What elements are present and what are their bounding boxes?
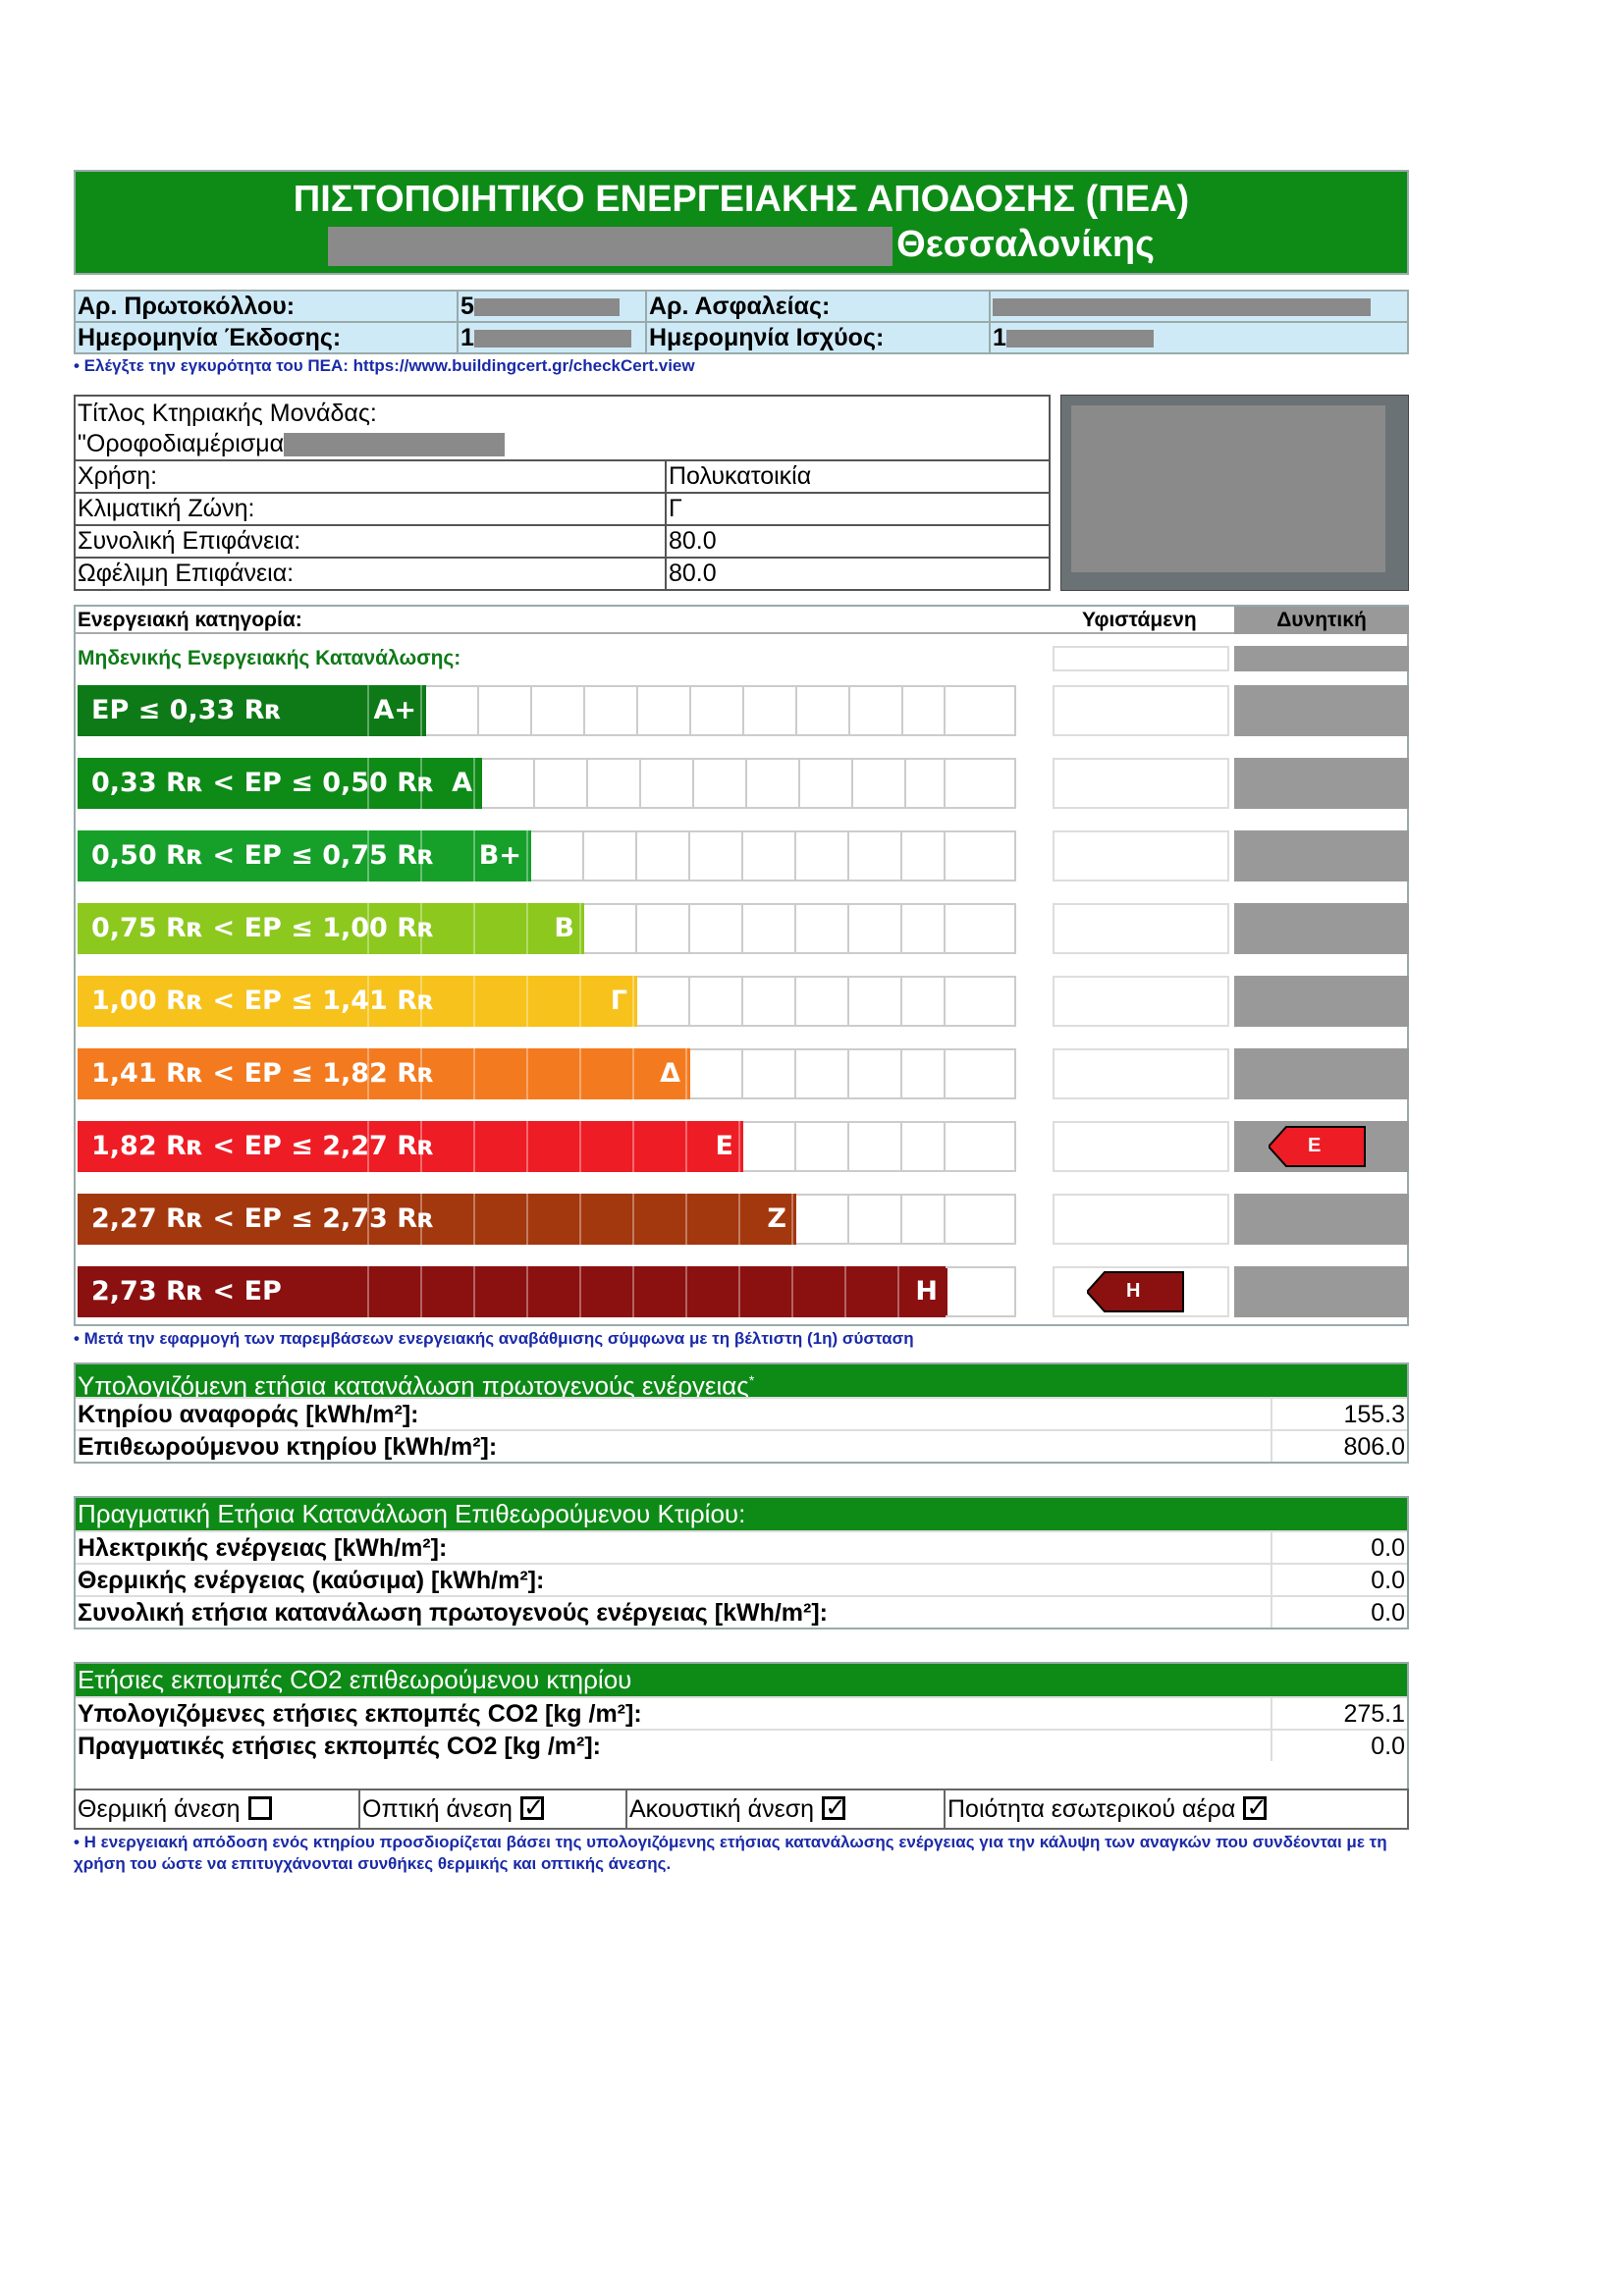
band-empty-cell (796, 1048, 849, 1099)
protocol-label: Αρ. Πρωτοκόλλου: (75, 291, 458, 322)
energy-band-class: A (452, 768, 472, 798)
band-empty-cell (690, 903, 743, 954)
energy-class-table (74, 605, 1409, 1326)
band-empty-cell (946, 903, 1016, 954)
band-divider (738, 1266, 740, 1317)
zero-existing-cell (1053, 646, 1229, 671)
band-divider (526, 1266, 528, 1317)
redacted-block (1071, 405, 1385, 572)
thermal-value: 0.0 (1271, 1565, 1405, 1595)
band-empty-cell (744, 685, 797, 736)
redacted-block (328, 227, 893, 266)
existing-class-cell (1053, 685, 1229, 736)
zero-energy-label: Μηδενικής Ενεργειακής Κατανάλωσης: (78, 647, 461, 669)
band-divider (685, 1194, 687, 1245)
band-empty-cell (479, 685, 532, 736)
band-empty-cell (849, 830, 902, 881)
property-title-cell (75, 396, 1050, 460)
energy-band-range: 1,41 Rʀ < EP ≤ 1,82 Rʀ (91, 1058, 435, 1089)
energy-band-class: A+ (373, 695, 416, 725)
existing-class-cell (1053, 903, 1229, 954)
band-divider (473, 1266, 475, 1317)
property-section (74, 395, 1409, 601)
band-empty-cell (797, 685, 850, 736)
band-empty-cell (906, 758, 946, 809)
existing-class-cell (1053, 1048, 1229, 1099)
property-title-value: "Οροφοδιαμέρισμα (78, 429, 1047, 459)
comfort-row (74, 1789, 1409, 1830)
optical-comfort: Οπτική άνεση✓ (360, 1790, 627, 1828)
info-table (74, 290, 1409, 354)
band-divider (367, 685, 369, 736)
band-divider (579, 1266, 581, 1317)
co2-real-row (76, 1729, 1407, 1761)
band-empty-cell (946, 830, 1016, 881)
co2-section (74, 1662, 1409, 1789)
inspected-building-label: Επιθεωρούμενου κτηρίου [kWh/m²]: (78, 1433, 498, 1461)
band-empty-cell (902, 1194, 946, 1245)
electric-value: 0.0 (1271, 1532, 1405, 1563)
existing-class-cell (1053, 1194, 1229, 1245)
band-empty-cell (637, 830, 690, 881)
ref-building-label: Κτηρίου αναφοράς [kWh/m²]: (78, 1401, 419, 1428)
energy-band-bar (78, 830, 531, 881)
band-empty-cell (903, 685, 946, 736)
potential-class-cell (1234, 1266, 1409, 1317)
band-empty-cell (691, 685, 744, 736)
band-empty-cell (531, 830, 584, 881)
energy-band-range: 1,82 Rʀ < EP ≤ 2,27 Rʀ (91, 1131, 435, 1161)
energy-class-header (76, 607, 1407, 634)
redacted-block (284, 433, 505, 456)
energy-band-range: 2,27 Rʀ < EP ≤ 2,73 Rʀ (91, 1203, 435, 1234)
acoustic-comfort: Ακουστική άνεση✓ (627, 1790, 946, 1828)
validity-date-label: Ημερομηνία Ισχύος: (646, 322, 990, 353)
existing-class-cell (1053, 758, 1229, 809)
insurance-value (990, 291, 1408, 322)
band-empty-cell (796, 903, 849, 954)
band-divider (791, 1194, 793, 1245)
band-empty-cell (743, 1121, 796, 1172)
band-empty-cell (743, 1048, 796, 1099)
potential-class-cell (1234, 758, 1409, 809)
energy-band-class: B+ (478, 840, 521, 871)
energy-band-bar (78, 1194, 796, 1245)
band-divider (738, 1121, 740, 1172)
actual-consumption-section (74, 1496, 1409, 1629)
energy-band-bar (78, 1121, 743, 1172)
potential-class-cell (1234, 1194, 1409, 1245)
optical-comfort-checkbox[interactable] (520, 1796, 544, 1820)
energy-band-bar (78, 758, 482, 809)
band-divider (526, 1048, 528, 1099)
potential-class-cell (1234, 903, 1409, 954)
redacted-block (993, 298, 1371, 316)
issue-date-value: 1 (458, 322, 646, 353)
band-empty-cell (946, 1121, 1016, 1172)
band-empty-cell (585, 685, 638, 736)
band-empty-cell (946, 1048, 1016, 1099)
issue-date-label: Ημερομηνία Έκδοσης: (75, 322, 458, 353)
thermal-label: Θερμικής ενέργειας (καύσιμα) [kWh/m²]: (78, 1567, 545, 1594)
band-empty-cell (849, 1121, 902, 1172)
zone-label: Κλιματική Ζώνη: (75, 493, 666, 525)
energy-band-row (76, 830, 1407, 881)
band-empty-cell (902, 1048, 946, 1099)
energy-band-class: E (715, 1131, 733, 1161)
band-divider (473, 758, 475, 809)
total-primary-row (76, 1595, 1407, 1628)
thermal-row (76, 1563, 1407, 1595)
certificate-page (74, 170, 1409, 1875)
validity-date-value: 1 (990, 322, 1408, 353)
energy-band-row (76, 758, 1407, 809)
band-divider (526, 903, 528, 954)
thermal-comfort: Θερμική άνεση (76, 1790, 360, 1828)
energy-band-bar (78, 685, 426, 736)
energy-band-class: Z (767, 1203, 786, 1234)
co2-calc-label: Υπολογιζόμενες ετήσιες εκπομπές CO2 [kg /m²]: (78, 1700, 642, 1728)
band-divider (526, 976, 528, 1027)
validity-note: • Ελέγξτε την εγκυρότητα του ΠΕΑ: https://www.buildingcert.gr/checkCert.view (74, 356, 695, 375)
co2-calc-value: 275.1 (1271, 1698, 1405, 1729)
upgrade-note: • Μετά την εφαρμογή των παρεμβάσεων ενεργειακής αναβάθμισης σύμφωνα με τη βέλτιστη (1η) σύσταση (74, 1329, 914, 1348)
band-empty-cell (796, 830, 849, 881)
band-divider (791, 1266, 793, 1317)
total-primary-value: 0.0 (1271, 1597, 1405, 1628)
property-title-label: Τίτλος Κτηριακής Μονάδας: (78, 400, 377, 427)
air-quality: Ποιότητα εσωτερικού αέρα✓ (946, 1790, 1407, 1828)
band-empty-cell (902, 1121, 946, 1172)
energy-band-row (76, 1266, 1407, 1317)
band-divider (367, 1266, 369, 1317)
energy-band-range: EP ≤ 0,33 Rʀ (91, 695, 282, 725)
band-empty-cell (946, 685, 1016, 736)
band-empty-cell (747, 758, 800, 809)
band-empty-cell (946, 976, 1016, 1027)
ref-building-value: 155.3 (1271, 1399, 1405, 1429)
band-divider (685, 1121, 687, 1172)
energy-band-range: 0,50 Rʀ < EP ≤ 0,75 Rʀ (91, 840, 435, 871)
band-divider (526, 1194, 528, 1245)
zone-value: Γ (666, 493, 1050, 525)
potential-class-cell (1234, 1048, 1409, 1099)
use-label: Χρήση: (75, 460, 666, 493)
acoustic-comfort-checkbox[interactable] (822, 1796, 845, 1820)
existing-class-arrow: H (1087, 1270, 1185, 1313)
total-primary-label: Συνολική ετήσια κατανάλωση πρωτογενούς ενέργειας [kWh/m²]: (78, 1599, 829, 1627)
band-divider (473, 1121, 475, 1172)
band-divider (632, 1048, 634, 1099)
energy-band-class: H (915, 1276, 938, 1307)
existing-class-cell (1053, 1121, 1229, 1172)
redacted-block (474, 298, 620, 316)
band-empty-cell (796, 976, 849, 1027)
energy-band-row (76, 1194, 1407, 1245)
building-photo (1060, 395, 1409, 591)
energy-band-row (76, 1048, 1407, 1099)
band-empty-cell (743, 903, 796, 954)
total-area-value: 80.0 (666, 525, 1050, 558)
energy-band-row (76, 1121, 1407, 1172)
calc-consumption-section (74, 1362, 1409, 1464)
energy-band-bar (78, 1266, 947, 1317)
band-empty-cell (902, 976, 946, 1027)
band-empty-cell (532, 685, 585, 736)
band-divider (420, 685, 422, 736)
energy-band-row (76, 976, 1407, 1027)
band-divider (632, 1266, 634, 1317)
ref-building-row (76, 1397, 1407, 1429)
actual-consumption-title: Πραγματική Ετήσια Κατανάλωση Επιθεωρούμενου Κτιρίου: (76, 1498, 1407, 1530)
energy-band-class: Δ (660, 1058, 680, 1089)
band-empty-cell (637, 903, 690, 954)
band-divider (473, 1194, 475, 1245)
potential-class-cell (1234, 685, 1409, 736)
band-empty-cell (690, 976, 743, 1027)
co2-title: Ετήσιες εκπομπές CO2 επιθεωρούμενου κτηρίου (76, 1664, 1407, 1696)
band-divider (473, 903, 475, 954)
band-divider (685, 1266, 687, 1317)
potential-class-cell (1234, 830, 1409, 881)
existing-header: Υφιστάμενη (1082, 609, 1197, 631)
energy-band-class: B (554, 913, 574, 943)
use-value: Πολυκατοικία (666, 460, 1050, 493)
energy-band-bar (78, 976, 637, 1027)
band-divider (579, 976, 581, 1027)
existing-class-cell (1053, 976, 1229, 1027)
calc-consumption-title: Υπολογιζόμενη ετήσια κατανάλωση πρωτογενούς ενέργειας* (76, 1364, 1407, 1397)
energy-band-range: 0,33 Rʀ < EP ≤ 0,50 Rʀ (91, 768, 435, 798)
band-empty-cell (690, 830, 743, 881)
band-empty-cell (796, 1121, 849, 1172)
band-divider (844, 1266, 846, 1317)
band-divider (473, 830, 475, 881)
energy-band-range: 2,73 Rʀ < EP (91, 1276, 282, 1307)
band-empty-cell (637, 976, 690, 1027)
band-divider (632, 1194, 634, 1245)
final-note: • Η ενεργειακή απόδοση ενός κτηρίου προσδιορίζεται βάσει της υπολογιζόμενης ετήσιας κατανάλωσης ενέργειας για την κάλυψη των αναγκών που συνδέονται με τη χρήση του ώστε να επιτυγχάνονται συνθήκες θερμικής και οπτικής άνεσης. (74, 1833, 1387, 1873)
city-name: Θεσσαλονίκης (896, 224, 1155, 265)
band-empty-cell (902, 903, 946, 954)
band-empty-cell (535, 758, 588, 809)
band-divider (897, 1266, 899, 1317)
band-empty-cell (946, 1194, 1016, 1245)
insurance-label: Αρ. Ασφαλείας: (646, 291, 990, 322)
redacted-block (1006, 330, 1154, 347)
band-empty-cell (800, 758, 853, 809)
air-quality-checkbox[interactable] (1243, 1796, 1267, 1820)
band-empty-cell (902, 830, 946, 881)
band-empty-cell (584, 903, 637, 954)
redacted-block (474, 330, 631, 347)
band-empty-cell (849, 1048, 902, 1099)
band-empty-cell (850, 685, 903, 736)
band-empty-cell (849, 1194, 902, 1245)
potential-class-cell (1234, 976, 1409, 1027)
band-empty-cell (638, 685, 691, 736)
band-empty-cell (743, 976, 796, 1027)
energy-band-row (76, 903, 1407, 954)
band-divider (420, 1266, 422, 1317)
band-empty-cell (796, 1194, 849, 1245)
existing-class-cell (1053, 830, 1229, 881)
total-area-label: Συνολική Επιφάνεια: (75, 525, 666, 558)
band-empty-cell (690, 1048, 743, 1099)
energy-band-range: 0,75 Rʀ < EP ≤ 1,00 Rʀ (91, 913, 435, 943)
band-empty-cell (853, 758, 906, 809)
certificate-title: ΠΙΣΤΟΠΟΙΗΤΙΚΟ ΕΝΕΡΓΕΙΑΚΗΣ ΑΠΟΔΟΣΗΣ (ΠΕΑ) (293, 179, 1190, 220)
band-empty-cell (946, 1266, 1016, 1317)
inspected-building-value: 806.0 (1271, 1431, 1405, 1462)
band-empty-cell (426, 685, 479, 736)
thermal-comfort-checkbox[interactable] (248, 1796, 272, 1820)
zero-energy-row (76, 644, 1407, 673)
certificate-subtitle (76, 221, 1407, 268)
electric-row (76, 1530, 1407, 1563)
band-divider (526, 1121, 528, 1172)
band-divider (473, 1048, 475, 1099)
band-divider (526, 830, 528, 881)
useful-area-value: 80.0 (666, 558, 1050, 590)
band-empty-cell (849, 976, 902, 1027)
band-divider (579, 1121, 581, 1172)
property-table (74, 395, 1051, 591)
band-divider (579, 1194, 581, 1245)
band-divider (632, 1121, 634, 1172)
band-divider (685, 1048, 687, 1099)
band-empty-cell (946, 758, 1016, 809)
energy-band-row (76, 685, 1407, 736)
zero-potential-cell (1234, 646, 1409, 671)
protocol-value: 5 (458, 291, 646, 322)
band-empty-cell (743, 830, 796, 881)
potential-header: Δυνητική (1234, 607, 1409, 634)
band-divider (473, 976, 475, 1027)
band-empty-cell (584, 830, 637, 881)
band-divider (579, 903, 581, 954)
inspected-building-row (76, 1429, 1407, 1462)
energy-band-class: Γ (610, 986, 627, 1016)
band-divider (579, 1048, 581, 1099)
certificate-header (74, 170, 1409, 275)
band-divider (632, 976, 634, 1027)
electric-label: Ηλεκτρικής ενέργειας [kWh/m²]: (78, 1534, 448, 1562)
useful-area-label: Ωφέλιμη Επιφάνεια: (75, 558, 666, 590)
category-label: Ενεργειακή κατηγορία: (78, 609, 302, 631)
band-empty-cell (482, 758, 535, 809)
energy-band-bar (78, 1048, 690, 1099)
co2-spacer (76, 1761, 1407, 1789)
band-divider (738, 1194, 740, 1245)
co2-real-value: 0.0 (1271, 1731, 1405, 1761)
co2-real-label: Πραγματικές ετήσιες εκπομπές CO2 [kg /m²]: (78, 1733, 602, 1760)
potential-class-arrow: E (1269, 1125, 1367, 1168)
band-empty-cell (588, 758, 641, 809)
band-empty-cell (641, 758, 694, 809)
co2-calc-row (76, 1696, 1407, 1729)
band-empty-cell (694, 758, 747, 809)
energy-band-bar (78, 903, 584, 954)
band-empty-cell (849, 903, 902, 954)
energy-band-range: 1,00 Rʀ < EP ≤ 1,41 Rʀ (91, 986, 435, 1016)
